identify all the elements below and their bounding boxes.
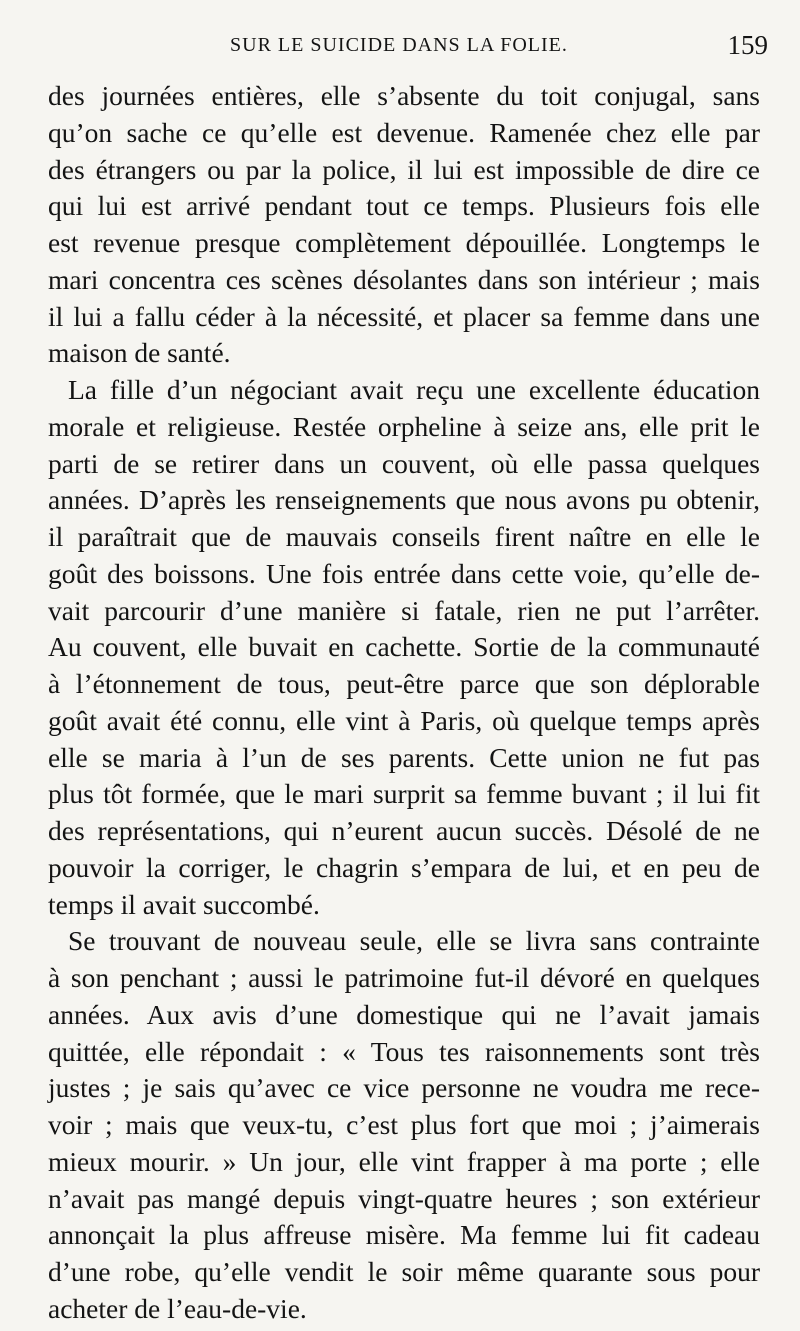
text-line: des journées entières, elle s’absente du toit conjugal, sans xyxy=(48,80,760,111)
text-line: pouvoir la corriger, le chagrin s’empara de lui, et en peu de xyxy=(48,851,760,883)
text-line: il paraîtrait que de mauvais conseils firent naître en elle le xyxy=(48,521,760,552)
text-line: plus tôt formée, que le mari surprit sa femme buvant ; il lui fit xyxy=(48,778,760,810)
text-line: parti de se retirer dans un couvent, où elle passa quelques xyxy=(48,447,760,479)
text-line: justes ; je sais qu’avec ce vice personne ne voudra me rece- xyxy=(48,1072,760,1104)
text-line: à l’étonnement de tous, peut-être parce que son déplorable xyxy=(48,668,760,699)
text-line: vait parcourir d’une manière si fatale, rien ne put l’arrêter. xyxy=(48,594,760,626)
text-line: elle se maria à l’un de ses parents. Cette union ne fut pas xyxy=(48,741,760,773)
text-line: morale et religieuse. Restée orpheline à seize ans, elle prit le xyxy=(48,410,760,442)
text-line: acheter de l’eau-de-vie. xyxy=(48,1292,307,1324)
text-line: annonçait la plus affreuse misère. Ma femme lui fit cadeau xyxy=(48,1219,760,1251)
text-line: des représentations, qui n’eurent aucun succès. Désolé de ne xyxy=(48,815,760,846)
body-text xyxy=(48,78,760,1328)
text-line: La fille d’un négociant avait reçu une excellente éducation xyxy=(68,374,760,405)
page-number: 159 xyxy=(727,30,768,60)
text-line: quittée, elle répondait : « Tous tes raisonnements sont très xyxy=(48,1035,760,1067)
text-line: Se trouvant de nouveau seule, elle se livra sans contrainte xyxy=(68,925,760,957)
text-line: il lui a fallu céder à la nécessité, et placer sa femme dans une xyxy=(48,300,760,332)
paragraph xyxy=(48,78,760,372)
text-line: goût avait été connu, elle vint à Paris, où quelque temps après xyxy=(48,704,760,736)
text-line: qu’on sache ce qu’elle est devenue. Ramenée chez elle par xyxy=(48,116,760,148)
text-line: maison de santé. xyxy=(48,337,231,369)
text-line: temps il avait succombé. xyxy=(48,888,320,920)
text-line: années. D’après les renseignements que nous avons pu obtenir, xyxy=(48,484,760,516)
paragraph xyxy=(48,923,760,1327)
text-line: Au couvent, elle buvait en cachette. Sortie de la communauté xyxy=(48,631,760,663)
text-line: d’une robe, qu’elle vendit le soir même quarante sous pour xyxy=(48,1256,760,1287)
text-line: mieux mourir. » Un jour, elle vint frapper à ma porte ; elle xyxy=(48,1145,760,1177)
text-line: est revenue presque complètement dépouillée. Longtemps le xyxy=(48,227,760,258)
paragraph xyxy=(48,372,760,923)
text-line: à son penchant ; aussi le patrimoine fut-il dévoré en quelques xyxy=(48,962,760,993)
page-header xyxy=(48,30,768,68)
text-line: n’avait pas mangé depuis vingt-quatre heures ; son extérieur xyxy=(48,1182,760,1214)
text-line: années. Aux avis d’une domestique qui ne l’avait jamais xyxy=(48,998,760,1030)
running-head: SUR LE SUICIDE DANS LA FOLIE. xyxy=(230,34,568,56)
text-line: qui lui est arrivé pendant tout ce temps. Plusieurs fois elle xyxy=(48,190,760,222)
text-line: goût des boissons. Une fois entrée dans cette voie, qu’elle de- xyxy=(48,557,760,589)
text-line: des étrangers ou par la police, il lui est impossible de dire ce xyxy=(48,153,760,185)
text-line: voir ; mais que veux-tu, c’est plus fort que moi ; j’aimerais xyxy=(48,1109,760,1140)
text-line: mari concentra ces scènes désolantes dans son intérieur ; mais xyxy=(48,263,760,295)
